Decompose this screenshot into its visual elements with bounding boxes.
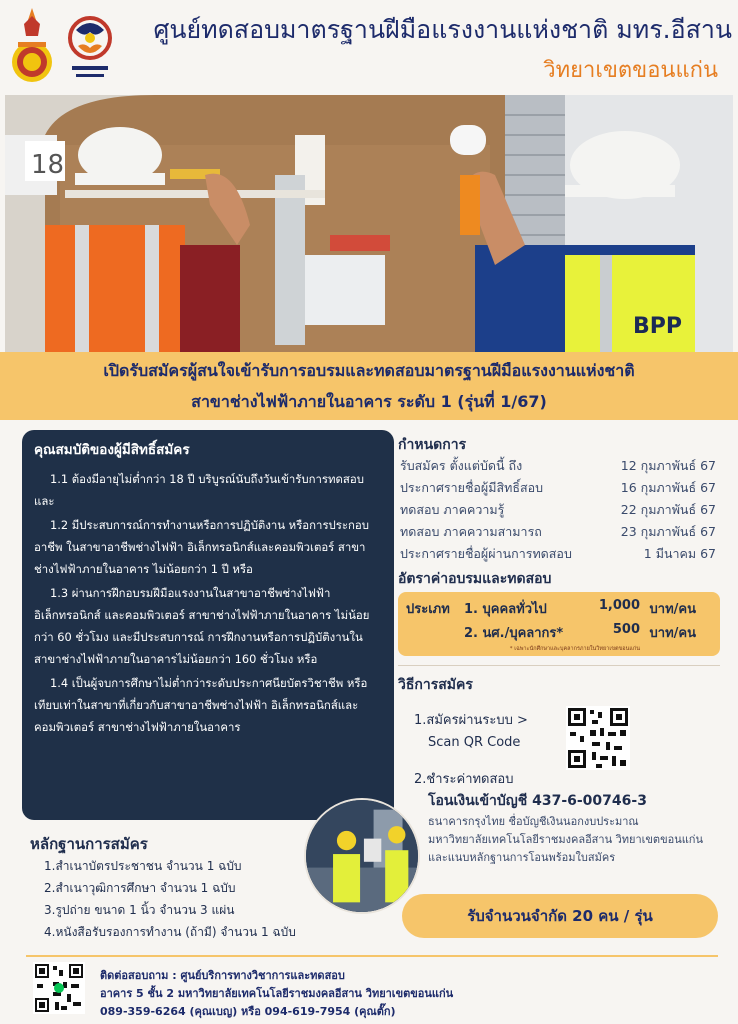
fees-title: อัตราค่าอบรมและทดสอบ [398, 571, 552, 587]
fee-amount: 500 [612, 622, 640, 637]
bank-info-line: และแนบหลักฐานการโอนพร้อมใบสมัคร [428, 851, 616, 864]
fee-footnote: * เฉพาะนักศึกษาและบุคลากรภายในวิทยาเขตขอนแก่น [509, 646, 640, 652]
evidence-item: 4.หนังสือรับรองการทำงาน (ถ้ามี) จำนวน 1 ฉบับ [44, 925, 296, 939]
qualifications-title: คุณสมบัติของผู้มีสิทธิ์สมัคร [34, 442, 190, 458]
schedule-date: 23 กุมภาพันธ์ 67 [620, 524, 716, 539]
apply-step-online [414, 710, 528, 754]
apply-step1-line2: Scan QR Code [428, 735, 521, 750]
qualification-item: 1.3 ผ่านการฝึกอบรมฝีมือแรงงานในสาขาอาชีพช่างไฟฟ้า อิเล็กทรอนิกส์ และคอมพิวเตอร์ สาขาช่างไฟฟ้าภายในอาคาร ไม่น้อยกว่า 60 ชั่วโมง และมีประสบการณ์ การฝึกงานหรือการปฏิบัติงานในสาขาช่างไฟฟ้าภายในอาคารไม่น้อยกว่า 160 ชั่วโมง หรือ [34, 586, 370, 666]
apply-title: วิธีการสมัคร [398, 677, 473, 693]
center-title: ศูนย์ทดสอบมาตรฐานฝีมือแรงงานแห่งชาติ มทร.อีสาน [153, 15, 732, 44]
schedule-title: กำหนดการ [398, 437, 467, 453]
schedule-row [400, 500, 716, 522]
qualifications-box [22, 430, 394, 820]
qualification-item: 1.1 ต้องมีอายุไม่ต่ำกว่า 18 ปี บริบูรณ์นับถึงวันเข้ารับการทดสอบ และ [34, 472, 364, 508]
vest-print: BPP [633, 314, 683, 339]
contact-address: อาคาร 5 ชั้น 2 มหาวิทยาลัยเทคโนโลยีราชมงคลอีสาน วิทยาเขตขอนแก่น [100, 987, 454, 1000]
room-number-sign: 18 [31, 150, 65, 180]
schedule-row [400, 456, 716, 478]
contact-heading: ติดต่อสอบถาม : ศูนย์บริการทางวิชาการและทดสอบ [100, 969, 345, 982]
capacity-badge: รับจำนวนจำกัด 20 คน / รุ่น [402, 894, 718, 938]
schedule-row [400, 544, 716, 566]
fees-box [398, 592, 720, 656]
bank-account-number: โอนเงินเข้าบัญชี 437-6-00746-3 [428, 793, 647, 809]
bank-info-line: ธนาคารกรุงไทย ชื่อบัญชีเงินนอกงบประมาณ [428, 815, 639, 828]
evidence-title: หลักฐานการสมัคร [30, 835, 148, 853]
skill-standard-logo [66, 12, 114, 82]
fee-category: 1. บุคคลทั่วไป [464, 602, 547, 617]
evidence-item: 3.รูปถ่าย ขนาด 1 นิ้ว จำนวน 3 แผ่น [44, 903, 235, 917]
schedule-label: ทดสอบ ภาคความสามารถ [400, 524, 542, 539]
evidence-item: 2.สำเนาวุฒิการศึกษา จำนวน 1 ฉบับ [44, 881, 236, 895]
schedule-label: ประกาศรายชื่อผู้มีสิทธิ์สอบ [400, 480, 544, 495]
schedule-date: 22 กุมภาพันธ์ 67 [620, 502, 716, 517]
campus-subtitle: วิทยาเขตขอนแก่น [543, 58, 718, 83]
apply-step1-line1: 1.สมัครผ่านระบบ > [414, 713, 528, 728]
schedule-label: ทดสอบ ภาคความรู้ [400, 502, 505, 517]
technicians-photo [5, 95, 733, 353]
qualification-item: 1.2 มีประสบการณ์การทำงานหรือการปฏิบัติงาน หรือการประกอบอาชีพ ในสาขาอาชีพช่างไฟฟ้า อิเล็กทรอนิกส์และคอมพิวเตอร์ สาขาช่างไฟฟ้าภายในอาคาร ไม่น้อยกว่า 1 ปี หรือ [34, 518, 369, 576]
headline-banner [0, 352, 738, 420]
schedule-date: 1 มีนาคม 67 [643, 546, 716, 561]
headline-line1: เปิดรับสมัครผู้สนใจเข้ารับการอบรมและทดสอบมาตรฐานฝีมือแรงงานแห่งชาติ [103, 361, 635, 380]
application-qr-code[interactable] [566, 706, 630, 770]
schedule-label: รับสมัคร ตั้งแต่บัดนี้ ถึง [400, 458, 523, 473]
divider [398, 665, 720, 666]
footer-divider [26, 955, 718, 957]
qualification-item: 1.4 เป็นผู้จบการศึกษาไม่ต่ำกว่าระดับประกาศนียบัตรวิชาชีพ หรือเทียบเท่าในสาขาที่เกี่ยวกับสาขาอาชีพช่างไฟฟ้า อิเล็กทรอนิกส์และคอมพิวเตอร์ สาขาช่างไฟฟ้าภายในอาคาร [34, 676, 368, 734]
fee-type-label: ประเภท [406, 602, 450, 617]
schedule-date: 12 กุมภาพันธ์ 67 [620, 458, 716, 473]
schedule-label: ประกาศรายชื่อผู้ผ่านการทดสอบ [400, 546, 572, 561]
schedule-date: 16 กุมภาพันธ์ 67 [620, 480, 716, 495]
fee-unit: บาท/คน [649, 602, 696, 617]
university-seal-logo [10, 6, 54, 86]
evidence-item: 1.สำเนาบัตรประชาชน จำนวน 1 ฉบับ [44, 859, 242, 873]
fee-amount: 1,000 [598, 598, 640, 613]
fee-category: 2. นศ./บุคลากร* [464, 626, 564, 641]
contact-phones: 089-359-6264 (คุณเบญ) หรือ 094-619-7954 (คุณตั๊ก) [100, 1005, 396, 1018]
contact-qr-code[interactable] [33, 962, 85, 1014]
trainees-photo [304, 798, 420, 914]
apply-step-payment: 2.ชำระค่าทดสอบ [414, 772, 514, 787]
fee-unit: บาท/คน [649, 626, 696, 641]
schedule-row [400, 522, 716, 544]
schedule-row [400, 478, 716, 500]
headline-line2: สาขาช่างไฟฟ้าภายในอาคาร ระดับ 1 (รุ่นที่ 1/67) [191, 392, 547, 411]
bank-info-line: มหาวิทยาลัยเทคโนโลยีราชมงคลอีสาน วิทยาเขตขอนแก่น [428, 833, 703, 846]
